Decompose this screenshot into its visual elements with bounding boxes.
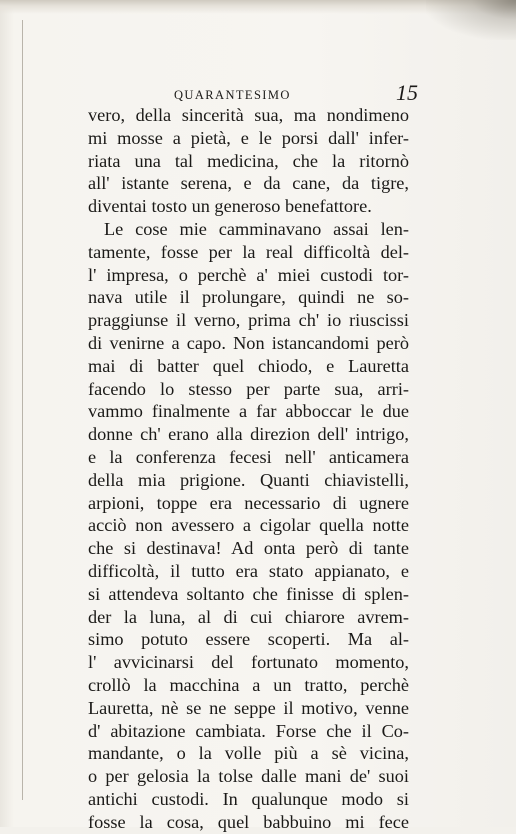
text-line: difficoltà, il tutto era stato appianato, e <box>88 560 409 581</box>
text-line: vero, della sincerità sua, ma nondimeno <box>88 105 409 125</box>
text-line: e la conferenza fecesi nell' anticamera <box>88 446 409 467</box>
text-line: all' istante serena, e da cane, da tigre, <box>88 173 409 194</box>
text-line: di venirne a capo. Non istancandomi però <box>88 332 409 353</box>
text-line: arpioni, toppe era necessario di ugnere <box>88 492 409 513</box>
text-line: mi mosse a pietà, e le porsi dall' infer- <box>88 127 409 148</box>
running-title: QUARANTESIMO <box>174 88 291 102</box>
text-line: Lauretta, nè se ne seppe il motivo, venne <box>88 697 409 718</box>
running-head <box>88 80 418 106</box>
text-line: riata una tal medicina, che la ritornò <box>88 150 409 171</box>
page-binding-edge <box>22 20 23 800</box>
text-line: facendo lo stesso per parte sua, arri- <box>88 378 409 399</box>
text-line: l' avvicinarsi del fortunato momento, <box>88 652 409 673</box>
text-line: der la luna, al di cui chiarore avrem- <box>88 606 409 627</box>
text-line: mandante, o la volle più a sè vicina, <box>88 743 409 764</box>
text-line: crollò la macchina a un tratto, perchè <box>88 674 409 695</box>
text-line: che si destinava! Ad onta però di tante <box>88 538 409 559</box>
page-corner-shadow <box>426 0 516 40</box>
text-line: si attendeva soltanto che finisse di splen- <box>88 583 409 604</box>
text-line: praggiunse il verno, prima ch' io riuscissi <box>88 310 409 331</box>
text-line: diventai tosto un generoso benefattore. <box>88 196 372 217</box>
text-line: della mia prigione. Quanti chiavistelli, <box>88 469 409 490</box>
text-line: vammo finalmente a far abboccar le due <box>88 401 409 422</box>
text-line: mai di batter quel chiodo, e Lauretta <box>88 355 409 376</box>
text-line: simo potuto essere scoperti. Ma al- <box>88 629 409 650</box>
text-line: fosse la cosa, quel babbuino mi fece <box>88 811 409 832</box>
text-line: nava utile il prolungare, quindi ne so- <box>88 287 409 308</box>
text-line: tamente, fosse per la real difficoltà del- <box>88 241 409 262</box>
text-line: o per gelosia la tolse dalle mani de' suoi <box>88 766 409 787</box>
text-line: acciò non avessero a cigolar quella notte <box>88 515 409 536</box>
page-number: 15 <box>396 80 418 105</box>
text-line: Le cose mie camminavano assai len- <box>104 218 409 239</box>
text-line: antichi custodi. In qualunque modo si <box>88 788 409 809</box>
text-line: l' impresa, o perchè a' miei custodi tor- <box>88 264 409 285</box>
text-line: donne ch' erano alla direzion dell' intrigo, <box>88 424 409 445</box>
body-text <box>88 104 409 834</box>
text-line: d' abitazione cambiata. Forse che il Co- <box>88 720 409 741</box>
